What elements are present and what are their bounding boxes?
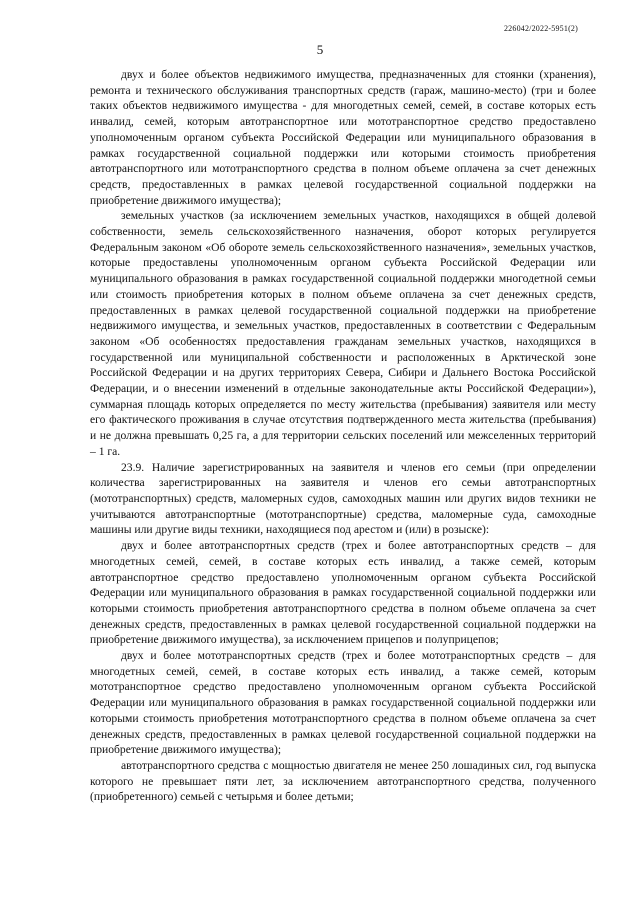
paragraph-motor-vehicles: двух и более автотранспортных средств (трех и более автотранспортных средств – для многодетных семей, семей, в составе которых есть инвалид, а также семей, которым автотранспортное средство предоставлено уполномоченным органом субъекта Российской Федерации или муниципального образования в рамках государственной социальной поддержки или которыми стоимость приобретения автотранспортного средства в полном объеме оплачена за счет денежных средств, предоставленных в рамках целевой государственной социальной поддержки на приобретение движимого имущества), за исключением прицепов и полуприцепов; (90, 539, 596, 647)
paragraph-land-plots: земельных участков (за исключением земельных участков, находящихся в общей долевой собственности, земель сельскохозяйственного назначения, оборот которых регулируется Федеральным законом «Об обороте земель сельскохозяйственного назначения», земельных участков, которые предоставлены уполномоченным органом субъекта Российской Федерации или муниципального образования в рамках государственной социальной поддержки многодетной семьи или стоимость приобретения которых в полном объеме оплачена за счет денежных средств, предоставленных в рамках целевой государственной социальной поддержки на приобретение недвижимого имущества, и земельных участков, предоставленных в соответствии с Федеральным законом «Об особенностях предоставления гражданам земельных участков, находящихся в государственной или муниципальной собственности и расположенных в Арктической зоне Российской Федерации и на других территориях Севера, Сибири и Дальнего Востока Российской Федерации, и о внесении изменений в отдельные законодательные акты Российской Федерации»), суммарная площадь которых определяется по месту жительства (пребывания) заявителя или месту его фактического проживания в случае отсутствия подтвержденного места жительства (пребывания) и не должна превышать 0,25 га, а для территории сельских поселений или межселенных территорий – 1 га. (90, 209, 596, 458)
paragraph-parking-objects: двух и более объектов недвижимого имущества, предназначенных для стоянки (хранения), ремонта и технического обслуживания транспортных средств (гараж, машино-место) (три и более таких объектов недвижимого имущества - для многодетных семей, семей, в составе которых есть инвалид, семей, которым автотранспортное или мототранспортное средство предоставлено уполномоченным органом субъекта Российской Федерации или муниципального образования в рамках государственной социальной поддержки или которыми стоимость приобретения автотранспортного или мототранспортного средства в полном объеме оплачена за счет денежных средств, предоставленных в рамках целевой государственной социальной поддержки на приобретение движимого имущества); (90, 68, 596, 207)
document-body (90, 67, 596, 805)
paragraph-motorcycles: двух и более мототранспортных средств (трех и более мототранспортных средств – для многодетных семей, семей, в составе которых есть инвалид, а также семей, которым мототранспортное средство предоставлено уполномоченным органом субъекта Российской Федерации или муниципального образования в рамках государственной социальной поддержки или которыми стоимость приобретения мототранспортного средства в полном объеме оплачена за счет денежных средств, предоставленных в рамках целевой государственной социальной поддержки на приобретение движимого имущества); (90, 649, 596, 757)
paragraph-engine-power: автотранспортного средства с мощностью двигателя не менее 250 лошадиных сил, год выпуска которого не превышает пяти лет, за исключением автотранспортного средства, полученного (приобретенного) семьей с четырьмя и более детьми; (90, 758, 596, 804)
page-number: 5 (316, 42, 324, 57)
paragraph-section-23-9: 23.9. Наличие зарегистрированных на заявителя и членов его семьи (при определении количества зарегистрированных на заявителя и членов его семьи автотранспортных (мототранспортных) средств, маломерных судов, самоходных машин или других видов техники не учитываются автотранспортные (мототранспортные) средства, маломерные суда, самоходные машины или другие виды техники, находящиеся под арестом и (или) в розыске): (90, 460, 596, 537)
document-code: 226042/2022-5951(2) (503, 24, 578, 33)
